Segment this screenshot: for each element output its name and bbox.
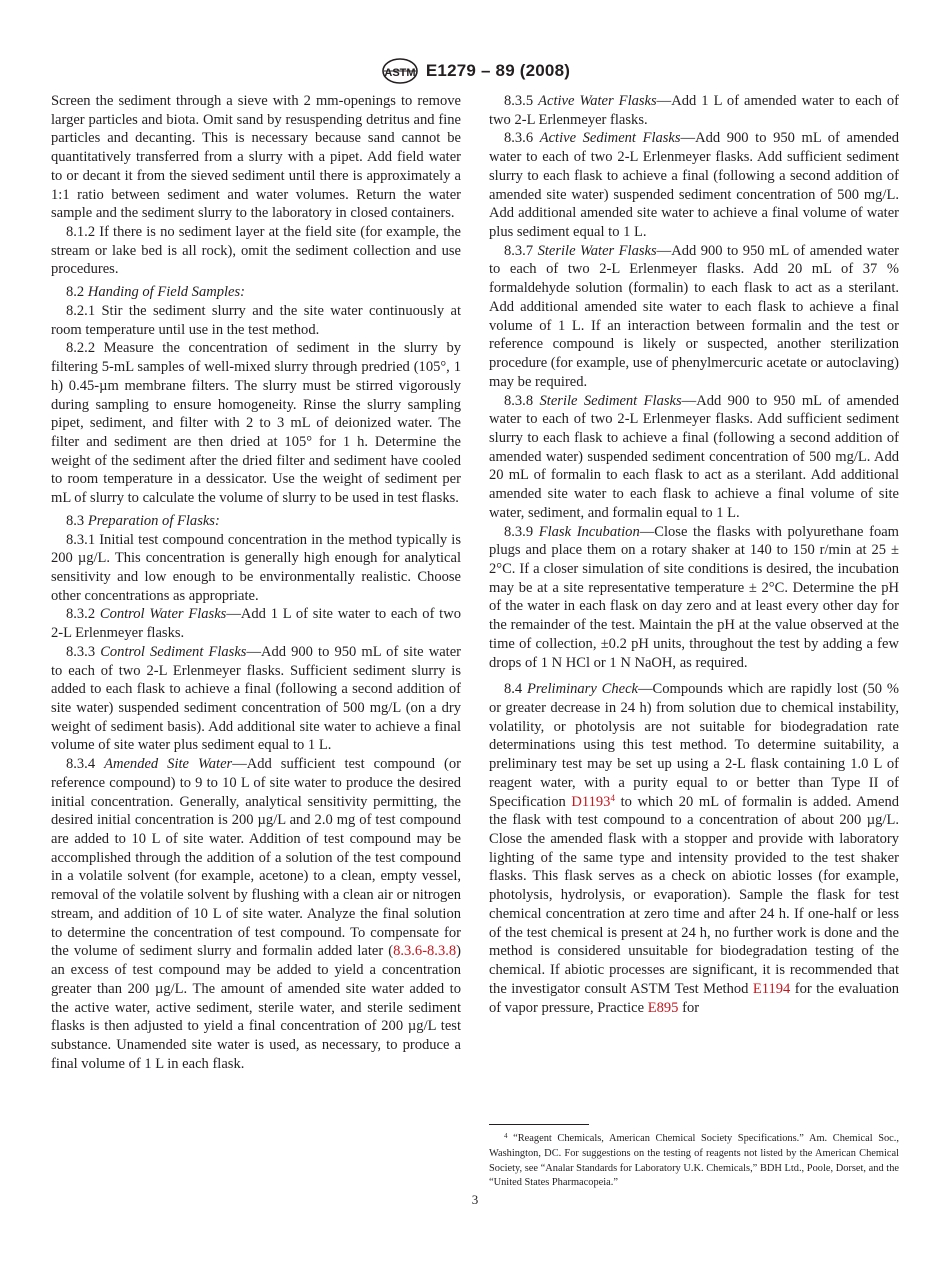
page-header xyxy=(0,56,950,86)
document-designation: E1279 – 89 (2008) xyxy=(425,61,571,80)
paragraph-8-2-2: 8.2.2 Measure the concentration of sediment in the slurry by filtering 5-mL samples of well-mixed slurry through predried (105°, 1 h) 0.45-µm membrane filters. The slurry must be stirred vigorously during sampling to ensure homogeneity. Rinse the slurry sampling pipet, sediment, and filter with 2 to 3 mL of deionized water. The filter and sediment are then dried at 105° for 1 h. Determine the weight of the sediment after the dried filter and sediment have cooled to room temperature in a dessicator. Use the weight of sediment per mL of slurry to calculate the volume of slurry to be used in test flasks. xyxy=(51,340,461,507)
paragraph-8-3-6: 8.3.6 Active Sediment Flasks—Add 900 to 950 mL of amended water to each of two 2-L Erlenmeyer flasks. Add sufficient sediment slurry to each flask to achieve a final (following a second addition of amended site water) suspended sediment concentration of 500 mg/L. Add additional amended site water to achieve a final volume of water plus sediment equal to 1 L. xyxy=(489,130,899,241)
svg-text:ASTM: ASTM xyxy=(384,67,416,79)
reference-link-e1194[interactable]: E1194 xyxy=(752,980,791,997)
paragraph-8-4: 8.4 Preliminary Check—Compounds which are rapidly lost (50 % or greater decrease in 24 h) from solution due to chemical instability, volatility, or photolysis are not suitable for biodegradation rate determinations using this test method. To determine suitability, a preliminary test may be set up using a 2-L flask containing 1.0 L of reagent water, with a purity equal to or better than Type II of Specification D1193$^4$ to which 20 mL of formalin is added. Amend the flask with test compound to a concentration of about 200 µg/L. Close the amended flask with a stopper and provide with laboratory lighting of the same type and intensity provided to the test shaker flasks. This flask serves as a check on abiotic losses (for example, photolysis, hydrolysis, or evaporation). Sample the flask for test chemical concentration at zero time and after 24 h. If one-half or less of the test chemical is present at 24 h, no further work is done and the method is considered unsuitable for biodegradation testing of the chemical. If abiotic processes are significant, it is recommended that the investigator consult ASTM Test Method E1194 for the evaluation of vapor pressure, Practice E895 for xyxy=(489,681,900,1016)
left-column xyxy=(51,92,461,1073)
paragraph-8-3-9: 8.3.9 Flask Incubation—Close the flasks with polyurethane foam plugs and place them on a rotary shaker at 140 to 150 r/min at 25 ± 2°C. If a closer simulation of site conditions is desired, the incubation may be at a site representative temperature ± 2°C. Determine the pH of the water in each flask on day zero and at least every other day for the remainder of the test. Maintain the pH at the value observed at the time of collection, ±0.2 pH units, throughout the test by adding a few drops of 1 N HCl or 1 N NaOH, as required. xyxy=(489,523,899,671)
paragraph-8-3-4: 8.3.4 Amended Site Water—Add sufficient test compound (or reference compound) to 9 to 10 L of site water to produce the desired initial concentration. Generally, analytical sensitivity permitting, the desired initial concentration is 200 µg/L and 2.0 mg of test compound are added to 10 L of site water. Addition of test compound may be accomplished through the addition of a solution of the test compound in a volatile solvent (for example, acetone) to a clean, empty vessel, removal of the volatile solvent by flushing with a clean air or nitrogen stream, and addition of 10 L of site water. Analyze the final solution to determine the concentration of test compound. To compensate for the volume of sediment slurry and formalin added later (8.3.6-8.3.8) an excess of test compound may be added to yield a concentration greater than 200 µg/L. The amount of amended site water added to the active water, active sediment, sterile water, and sterile sediment flasks is then adjusted to yield a final concentration of 200 µg/L test substance. Unamended site water is used, as necessary, to produce a final volume of 1 L in each flask. xyxy=(51,756,461,1072)
right-column xyxy=(489,92,899,1017)
paragraph-8-1-2: 8.1.2 If there is no sediment layer at the field site (for example, the stream or lake bed is all rock), omit the sediment collection and use procedures. xyxy=(51,224,461,278)
paragraph-8-3-2: 8.3.2 Control Water Flasks—Add 1 L of site water to each of two 2-L Erlenmeyer flasks. xyxy=(51,606,462,642)
footnote-4 xyxy=(489,1132,899,1191)
paragraph-8-3-5: 8.3.5 Active Water Flasks—Add 1 L of amended water to each of two 2-L Erlenmeyer flasks. xyxy=(489,93,899,128)
footnote-divider xyxy=(489,1124,589,1125)
section-link-8-3-6[interactable]: 8.3.6-8.3.8 xyxy=(393,943,457,960)
paragraph-8-3-3: 8.3.3 Control Sediment Flasks—Add 900 to 950 mL of site water to each of two 2-L Erlenmeyer flasks. Sufficient sediment slurry is added to each flask to achieve a final (following a second addition of site water) suspended sediment concentration of 500 mg/L (on a dry weight of sediment basis). Add additional site water to achieve a final volume of site water plus sediment equal to 1 L. xyxy=(51,643,461,754)
paragraph-sediment-screening: Screen the sediment through a sieve with 2 mm-openings to remove larger particles and biota. Omit sand by resuspending detritus and fine particles and decanting. This is necessary because sand cannot be quantitatively transferred from a slurry with a pipet. Add field water to or decant it from the sieved sediment until there is approximately a 1:1 ratio between sediment and water volumes. Return the water sample and the sediment slurry to the laboratory in closed containers. xyxy=(51,93,461,222)
footnote-text: “Reagent Chemicals, American Chemical Society Specifications.” Am. Chemical Soc., Washington, DC. For suggestions on the testing of reagents not listed by the American Chemical Society, see “Analar Standards for Laboratory U.K. Chemicals,” BDH Ltd., Poole, Dorset, and the “United States Pharmacopeia.” xyxy=(489,1133,899,1189)
reference-link-d1193[interactable]: D1193 xyxy=(571,793,611,810)
paragraph-8-3-1: 8.3.1 Initial test compound concentration in the method typically is 200 µg/L. This concentration is generally high enough for analytical sensitivity and low enough to be environmentally realistic. Choose other concentrations as appropriate. xyxy=(51,531,461,604)
section-heading-8-3: 8.3 Preparation of Flasks: xyxy=(66,512,220,529)
page-number: 3 xyxy=(471,1192,479,1207)
reference-link-e895[interactable]: E895 xyxy=(647,999,679,1016)
paragraph-8-2-1: 8.2.1 Stir the sediment slurry and the site water continuously at room temperature until use in the test method. xyxy=(51,302,461,338)
section-heading-8-2: 8.2 Handing of Field Samples: xyxy=(66,284,245,301)
footnote-ref-4[interactable]: 4 xyxy=(610,792,615,803)
astm-logo-icon xyxy=(380,57,420,85)
footnote-marker: 4 xyxy=(504,1132,508,1140)
paragraph-8-3-8: 8.3.8 Sterile Sediment Flasks—Add 900 to 950 mL of amended water to each of two 2-L Erlenmeyer flasks. Add sufficient sediment slurry to each flask to achieve a final (following a second addition of amended water) suspended sediment concentration of 500 mg/L. Add 20 mL of formalin to each flask to act as a sterilant. Add additional amended site water to each flask to achieve a final volume of site water, sediment, and formalin equal to 1 L. xyxy=(489,392,899,521)
paragraph-8-3-7: 8.3.7 Sterile Water Flasks—Add 900 to 950 mL of amended water to each of two 2-L Erlenmeyer flasks. Add 20 mL of 37 % formaldehyde solution (formalin) to each flask to act as a sterilant. Add additional amended site water to each flask to achieve a final volume of 1 L. If an interaction between formalin and the test or reference compound is likely or suspected, another sterilization procedure (for example, use of phenylmercuric acetate or autoclaving) may be required. xyxy=(489,242,899,390)
